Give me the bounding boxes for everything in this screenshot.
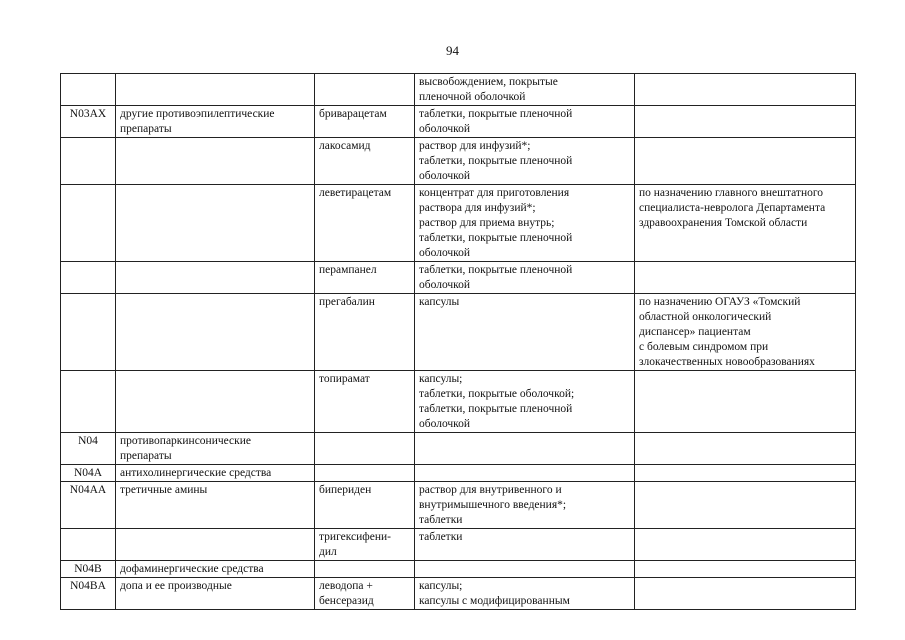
forms-line: раствор для инфузий*; [419,140,531,152]
forms-line: оболочкой [419,123,471,135]
note-cell [635,106,856,138]
drug-name-cell [315,578,415,610]
forms-line: раствор для внутривенного и [419,484,562,496]
note-line: злокачественных новообразованиях [639,356,815,368]
atc-code: N04A [73,467,103,479]
forms-line: таблетки, покрытые пленочной [419,232,573,244]
dosage-forms-cell [415,578,635,610]
dosage-forms-cell [415,529,635,561]
forms-line: таблетки, покрытые пленочной [419,108,573,120]
forms-line: таблетки, покрытые пленочной [419,264,573,276]
forms-line: капсулы; [419,373,463,385]
group-line: антихолинергические средства [120,467,272,479]
note-cell [635,74,856,106]
forms-line: таблетки [419,531,463,543]
drug-line: бриварацетам [319,108,387,120]
forms-line: таблетки, покрытые пленочной [419,155,573,167]
forms-line: оболочкой [419,418,471,430]
forms-line: пленочной оболочкой [419,91,526,103]
group-name-cell [116,262,315,294]
group-line: препараты [120,123,172,135]
group-line: другие противоэпилептические [120,108,275,120]
drug-name-cell [315,529,415,561]
table-row [61,465,856,482]
table-row [61,433,856,465]
table-row [61,482,856,529]
atc-code-cell [61,433,116,465]
forms-line: раствор для приема внутрь; [419,217,555,229]
note-cell [635,433,856,465]
drug-name-cell [315,138,415,185]
forms-line: капсулы; [419,580,463,592]
drug-line: лакосамид [319,140,371,152]
atc-code: N04AA [69,484,107,496]
atc-code-cell [61,262,116,294]
table-row [61,262,856,294]
note-cell [635,578,856,610]
group-name-cell [116,433,315,465]
group-name-cell [116,371,315,433]
note-cell [635,138,856,185]
page-number: 94 [446,43,459,58]
group-name-cell [116,561,315,578]
note-line: диспансер» пациентам [639,326,751,338]
drug-line: перампанел [319,264,377,276]
atc-code: N04 [78,435,98,447]
drug-name-cell [315,294,415,371]
group-name-cell [116,138,315,185]
forms-line: капсулы с модифицированным [419,595,570,607]
table-row [61,578,856,610]
group-name-cell [116,529,315,561]
dosage-forms-cell [415,294,635,371]
drug-line: леветирацетам [319,187,392,199]
atc-code-cell [61,74,116,106]
forms-line: оболочкой [419,170,471,182]
group-name-cell [116,185,315,262]
forms-line: внутримышечного введения*; [419,499,567,511]
drug-name-cell [315,433,415,465]
drug-line: прегабалин [319,296,375,308]
group-line: допа и ее производные [120,580,232,592]
note-cell [635,262,856,294]
group-name-cell [116,294,315,371]
forms-line: концентрат для приготовления [419,187,570,199]
table-row [61,371,856,433]
note-line: специалиста-невролога Департамента [639,202,826,214]
dosage-forms-cell [415,433,635,465]
drug-line: бенсеразид [319,595,374,607]
group-name-cell [116,74,315,106]
atc-code-cell [61,482,116,529]
table-row [61,138,856,185]
note-line: здравоохранения Томской области [639,217,808,229]
group-name-cell [116,106,315,138]
drug-name-cell [315,185,415,262]
drug-name-cell [315,262,415,294]
forms-line: таблетки, покрытые оболочкой; [419,388,575,400]
atc-code-cell [61,294,116,371]
drug-line: топирамат [319,373,370,385]
note-cell [635,371,856,433]
forms-line: оболочкой [419,247,471,259]
forms-line: таблетки, покрытые пленочной [419,403,573,415]
table-row [61,561,856,578]
table-row [61,529,856,561]
group-line: противопаркинсонические [120,435,251,447]
dosage-forms-cell [415,74,635,106]
medication-table [60,73,856,610]
note-cell [635,482,856,529]
atc-code-cell [61,578,116,610]
drug-name-cell [315,106,415,138]
table-row [61,106,856,138]
table-row [61,294,856,371]
drug-name-cell [315,482,415,529]
note-line: по назначению ОГАУЗ «Томский [639,296,801,308]
drug-line: леводопа + [319,580,373,592]
atc-code-cell [61,371,116,433]
dosage-forms-cell [415,371,635,433]
atc-code-cell [61,529,116,561]
table-row [61,74,856,106]
atc-code: N04BA [70,580,106,592]
atc-code: N04B [74,563,102,575]
medication-table-body [61,74,856,610]
group-name-cell [116,465,315,482]
atc-code-cell [61,185,116,262]
dosage-forms-cell [415,262,635,294]
dosage-forms-cell [415,561,635,578]
atc-code-cell [61,138,116,185]
dosage-forms-cell [415,106,635,138]
forms-line: раствора для инфузий*; [419,202,536,214]
group-name-cell [116,578,315,610]
note-line: по назначению главного внештатного [639,187,824,199]
forms-line: оболочкой [419,279,471,291]
drug-name-cell [315,561,415,578]
drug-line: тригексифени- [319,531,391,543]
note-cell [635,561,856,578]
dosage-forms-cell [415,482,635,529]
drug-line: дил [319,546,337,558]
note-line: областной онкологический [639,311,772,323]
note-cell [635,294,856,371]
group-line: третичные амины [120,484,208,496]
group-name-cell [116,482,315,529]
atc-code-cell [61,561,116,578]
group-line: препараты [120,450,172,462]
forms-line: капсулы [419,296,460,308]
drug-line: бипериден [319,484,372,496]
note-cell [635,185,856,262]
drug-name-cell [315,74,415,106]
note-cell [635,465,856,482]
dosage-forms-cell [415,465,635,482]
dosage-forms-cell [415,185,635,262]
atc-code-cell [61,465,116,482]
drug-name-cell [315,371,415,433]
note-line: с болевым синдромом при [639,341,769,353]
table-row [61,185,856,262]
atc-code-cell [61,106,116,138]
group-line: дофаминергические средства [120,563,264,575]
forms-line: высвобождением, покрытые [419,76,558,88]
drug-name-cell [315,465,415,482]
forms-line: таблетки [419,514,463,526]
atc-code: N03AX [69,108,107,120]
note-cell [635,529,856,561]
dosage-forms-cell [415,138,635,185]
